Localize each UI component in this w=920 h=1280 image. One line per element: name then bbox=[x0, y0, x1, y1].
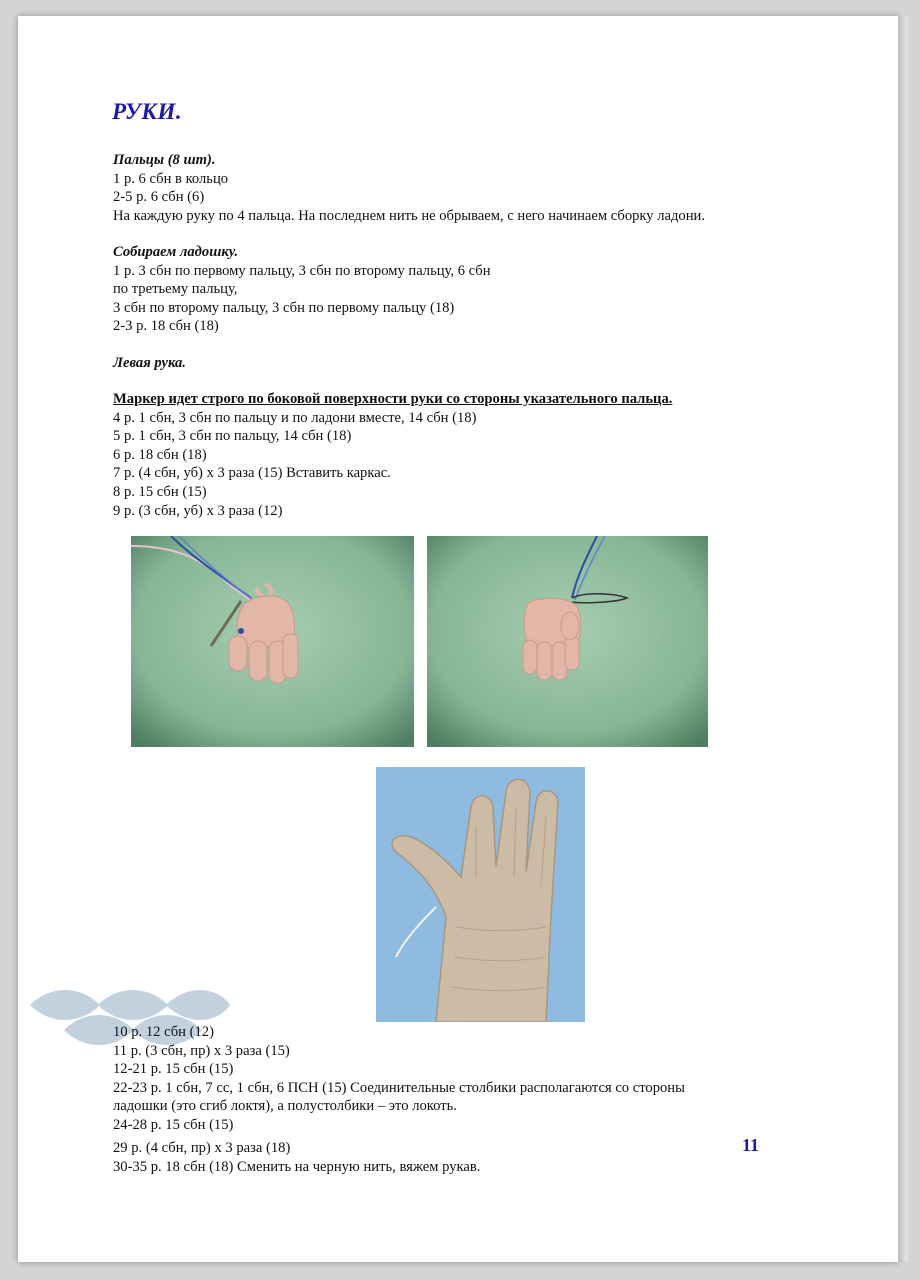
fingers-heading: Пальцы (8 шт). bbox=[113, 152, 216, 168]
palm-heading: Собираем ладошку. bbox=[113, 244, 238, 260]
instruction-line: 12-21 р. 15 сбн (15) bbox=[113, 1061, 234, 1078]
instruction-line: 1 р. 3 сбн по первому пальцу, 3 сбн по второму пальцу, 6 сбн bbox=[113, 262, 491, 279]
instruction-line: 29 р. (4 сбн, пр) х 3 раза (18) bbox=[113, 1140, 291, 1156]
instruction-line: 11 р. (3 сбн, пр) х 3 раза (15) bbox=[113, 1042, 290, 1059]
instruction-line: 1 р. 6 сбн в кольцо bbox=[113, 170, 229, 187]
instruction-line: 7 р. (4 сбн, уб) х 3 раза (15) Вставить каркас. bbox=[113, 465, 391, 482]
instruction-line: 4 р. 1 сбн, 3 сбн по пальцу и по ладони вместе, 14 сбн (18) bbox=[113, 409, 477, 426]
palm-section bbox=[113, 243, 491, 336]
instruction-line: 9 р. (3 сбн, уб) х 3 раза (12) bbox=[113, 502, 283, 519]
fingers-section bbox=[113, 151, 705, 225]
instruction-line: 10 р. 12 сбн (12) bbox=[113, 1024, 214, 1040]
page-edge bbox=[898, 16, 908, 1262]
photo-crochet-hand-closeup bbox=[376, 767, 585, 1022]
instruction-line: ладошки (это сгиб локтя), а полустолбики – это локоть. bbox=[113, 1098, 457, 1115]
left-hand-heading-block bbox=[113, 354, 186, 373]
bottom-section-end bbox=[113, 1139, 480, 1176]
instruction-line: 22-23 р. 1 сбн, 7 сс, 1 сбн, 6 ПСН (15) Соединительные столбики располагаются со стороны bbox=[113, 1079, 685, 1096]
page-title: РУКИ. bbox=[112, 99, 183, 124]
marker-note: Маркер идет строго по боковой поверхности руки со стороны указательного пальца. bbox=[113, 391, 673, 407]
left-hand-section bbox=[113, 390, 672, 520]
instruction-line: 2-5 р. 6 сбн (6) bbox=[113, 189, 205, 206]
instruction-line: 3 сбн по второму пальцу, 3 сбн по первому пальцу (18) bbox=[113, 299, 455, 316]
instruction-line: по третьему пальцу, bbox=[113, 281, 238, 298]
instruction-line: 30-35 р. 18 сбн (18) Сменить на черную нить, вяжем рукав. bbox=[113, 1158, 481, 1175]
instruction-line: 24-28 р. 15 сбн (15) bbox=[113, 1116, 234, 1133]
photo-crochet-hand-back bbox=[427, 536, 708, 747]
left-hand-heading: Левая рука. bbox=[113, 355, 186, 371]
instruction-line: 2-3 р. 18 сбн (18) bbox=[113, 318, 219, 335]
page-number: 11 bbox=[742, 1135, 760, 1155]
instruction-line: 5 р. 1 сбн, 3 сбн по пальцу, 14 сбн (18) bbox=[113, 428, 352, 445]
instruction-line: 6 р. 18 сбн (18) bbox=[113, 446, 207, 463]
bottom-section bbox=[113, 1023, 685, 1135]
instruction-line: 8 р. 15 сбн (15) bbox=[113, 483, 207, 500]
instruction-line: На каждую руку по 4 пальца. На последнем нить не обрываем, с него начинаем сборку ладони. bbox=[113, 207, 705, 224]
photo-crochet-hand-front bbox=[131, 536, 414, 747]
